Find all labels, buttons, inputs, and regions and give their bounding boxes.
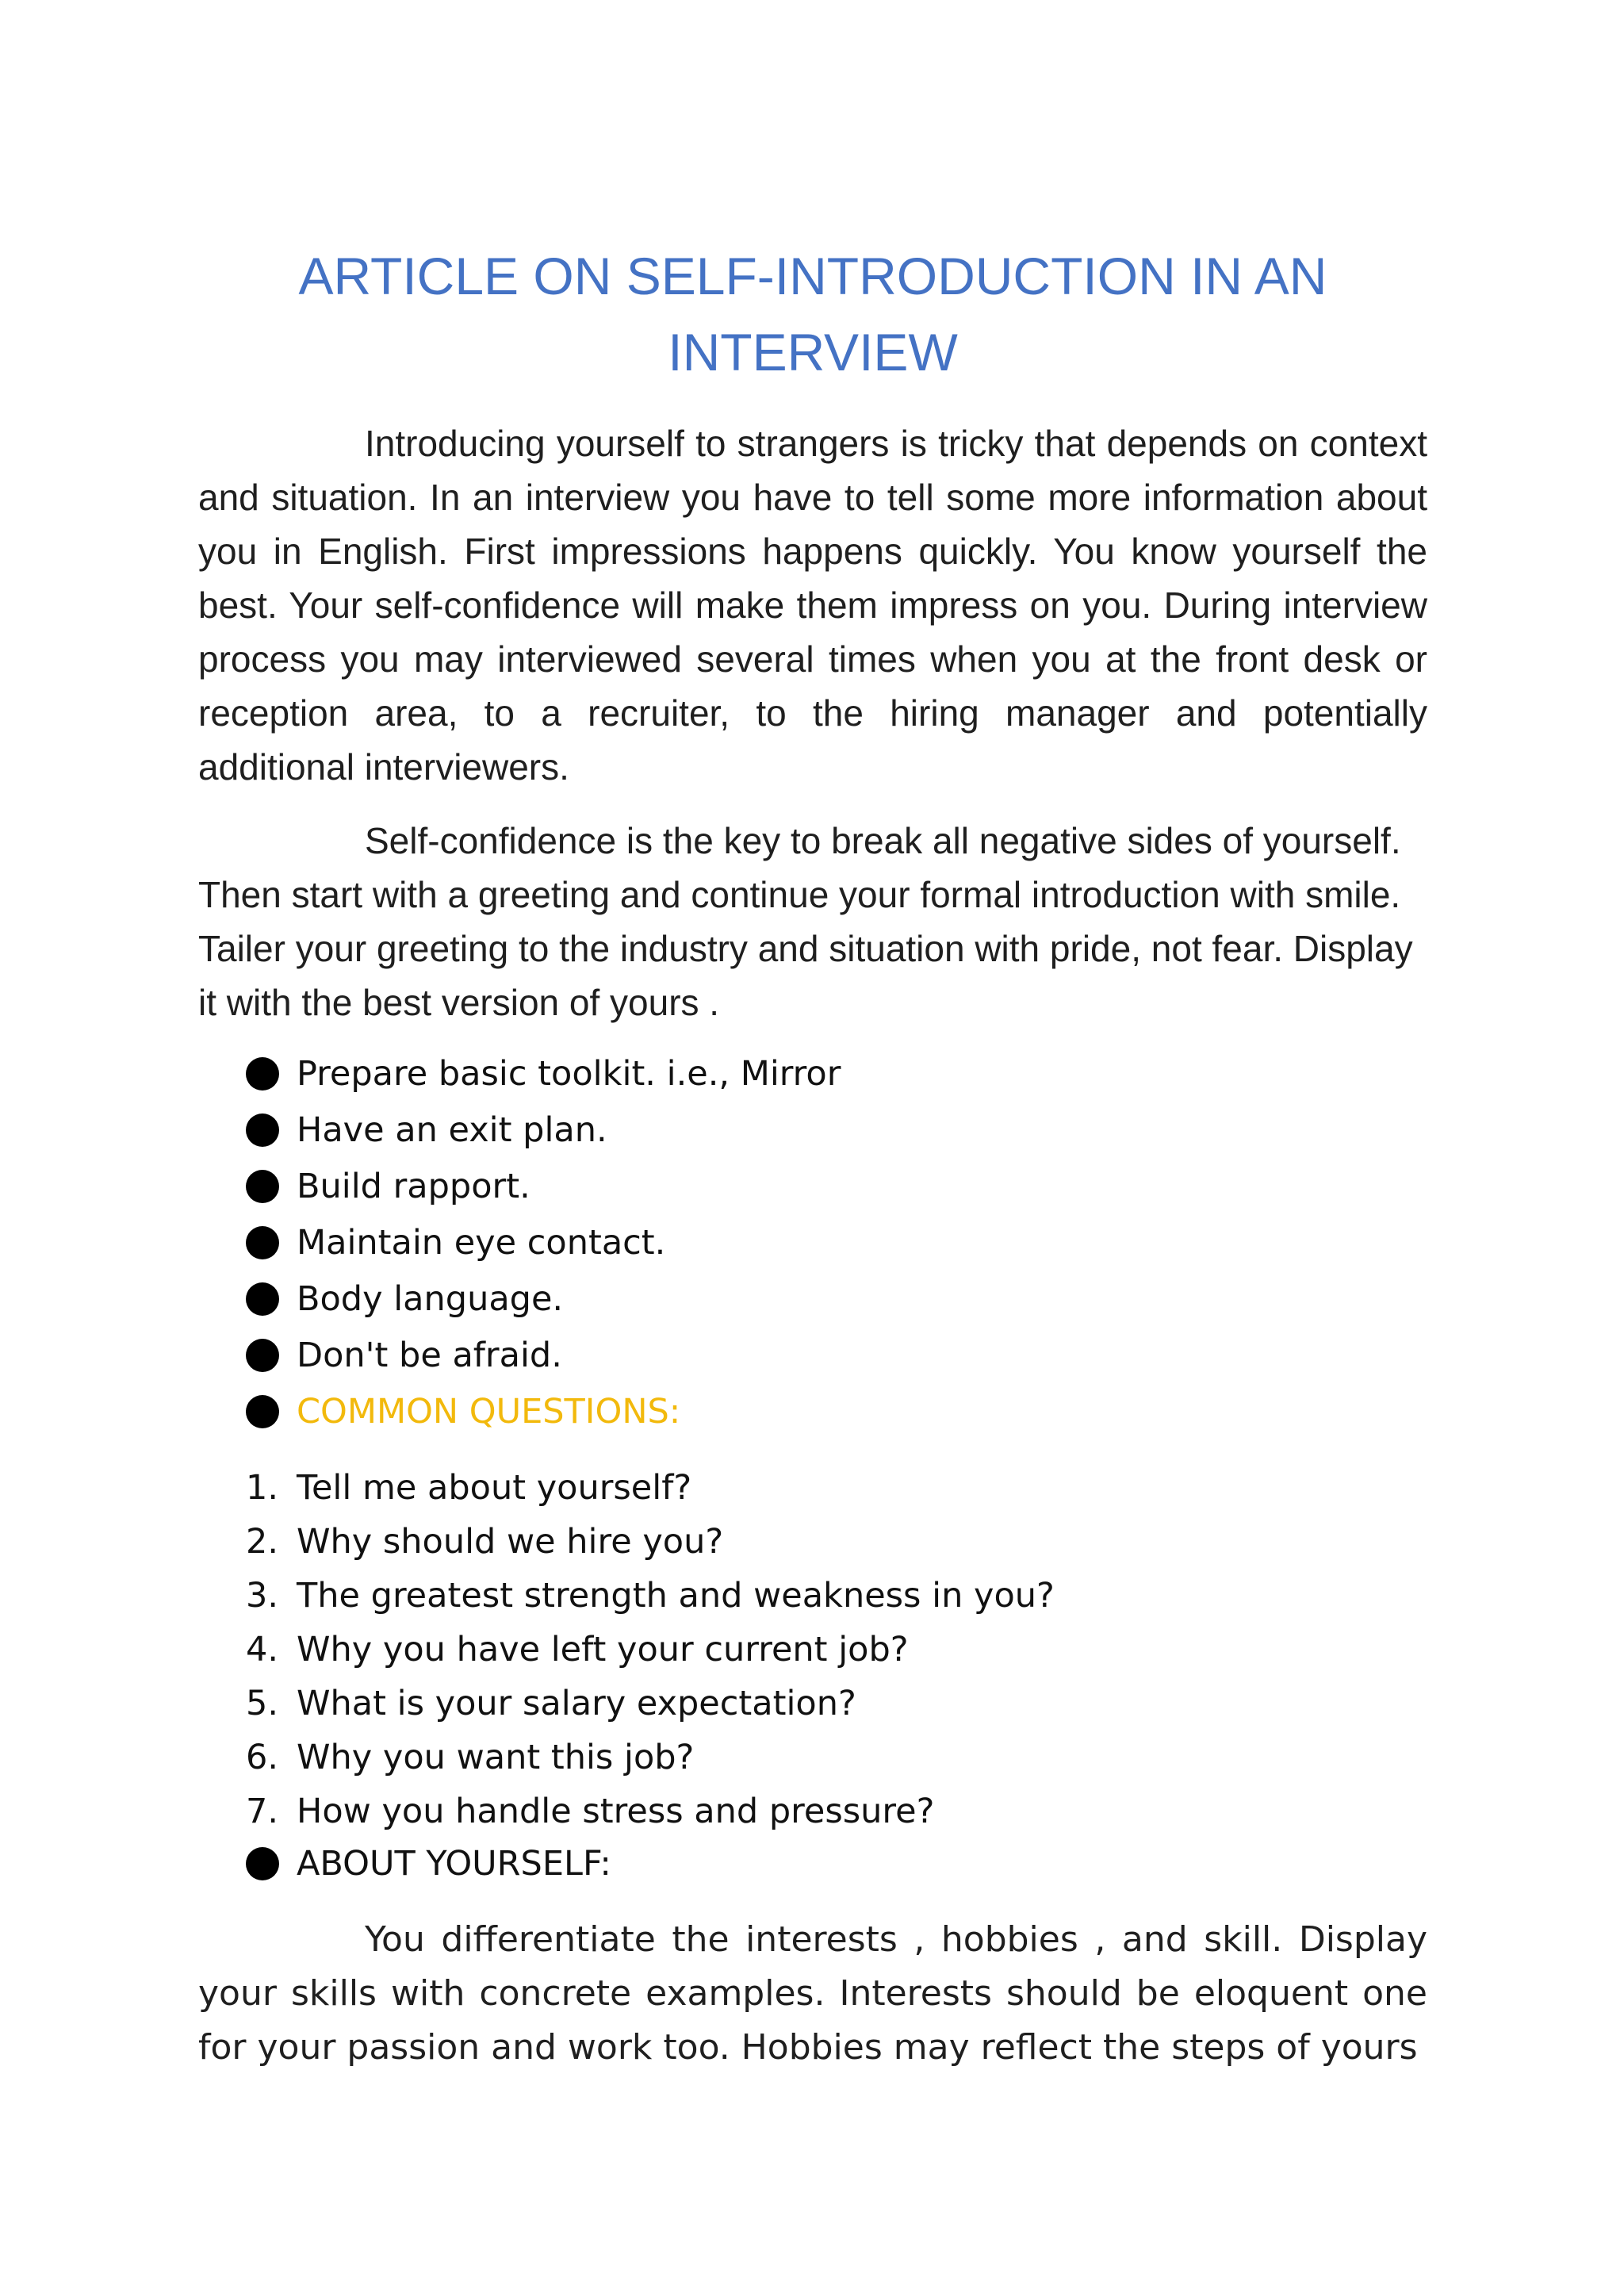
bullet-icon [246, 1114, 279, 1147]
list-item-text: Build rapport. [297, 1166, 530, 1206]
about-yourself-heading: ABOUT YOURSELF: [297, 1844, 611, 1884]
question-number: 7. [246, 1792, 279, 1831]
question-number: 4. [246, 1630, 279, 1669]
bullet-icon [246, 1170, 279, 1203]
question-item [246, 1731, 1055, 1784]
intro-paragraph: Introducing yourself to strangers is tricky that depends on context and situation. In an interview you have to tell some more information about you in English. First impressions happens quickly. You know yourself the best. Your self-confidence will make them impress on you. During interview process you may interviewed several times when you at the front desk or reception area, to a recruiter, to the hiring manager and potentially additional interviewers. [198, 423, 1427, 788]
list-item [246, 1214, 841, 1271]
bullet-icon [246, 1226, 279, 1259]
about-paragraph: You differentiate the interests , hobbies , and skill. Display your skills with concrete examples. Interests should be eloquent one for your passion and work too. Hobbies may reflect the steps of yours [198, 1919, 1427, 2068]
question-item [246, 1461, 1055, 1515]
list-item-text: Prepare basic toolkit. i.e., Mirror [297, 1053, 841, 1094]
question-text: Why you want this job? [297, 1738, 695, 1777]
question-item [246, 1623, 1055, 1677]
common-questions-heading: COMMON QUESTIONS: [297, 1391, 681, 1432]
bullet-icon [246, 1847, 279, 1880]
list-item-text: Body language. [297, 1278, 564, 1319]
bullet-icon [246, 1395, 279, 1428]
question-text: Tell me about yourself? [297, 1468, 692, 1508]
question-text: How you handle stress and pressure? [297, 1792, 935, 1831]
list-item-text: Don't be afraid. [297, 1335, 562, 1375]
question-item [246, 1677, 1055, 1731]
list-item-text: Have an exit plan. [297, 1110, 607, 1150]
question-item [246, 1515, 1055, 1569]
question-number: 1. [246, 1468, 279, 1508]
question-number: 5. [246, 1684, 279, 1723]
bullet-icon [246, 1057, 279, 1091]
question-text: Why should we hire you? [297, 1522, 724, 1562]
list-item-text: Maintain eye contact. [297, 1222, 666, 1263]
question-text: What is your salary expectation? [297, 1684, 856, 1723]
list-item [246, 1102, 841, 1158]
list-item [246, 1158, 841, 1214]
bullet-icon [246, 1282, 279, 1316]
bullet-icon [246, 1339, 279, 1372]
question-number: 6. [246, 1738, 279, 1777]
tips-list [246, 1045, 841, 1439]
list-item [246, 1327, 841, 1383]
question-item [246, 1784, 1055, 1838]
question-text: Why you have left your current job? [297, 1630, 909, 1669]
common-questions-heading-item [246, 1383, 841, 1439]
question-item [246, 1569, 1055, 1623]
question-number: 2. [246, 1522, 279, 1562]
about-yourself-item [246, 1837, 611, 1891]
questions-list [246, 1461, 1055, 1838]
article-title: ARTICLE ON SELF-INTRODUCTION IN AN INTERVIEW [298, 247, 1327, 381]
question-number: 3. [246, 1576, 279, 1616]
question-text: The greatest strength and weakness in you? [297, 1576, 1055, 1616]
list-item [246, 1271, 841, 1327]
list-item [246, 1045, 841, 1102]
confidence-paragraph: Self-confidence is the key to break all negative sides of yourself. Then start with a greeting and continue your formal introduction with smile. Tailer your greeting to the industry and situation with pride, not fear. Display it with the best version of yours . [198, 820, 1413, 1023]
